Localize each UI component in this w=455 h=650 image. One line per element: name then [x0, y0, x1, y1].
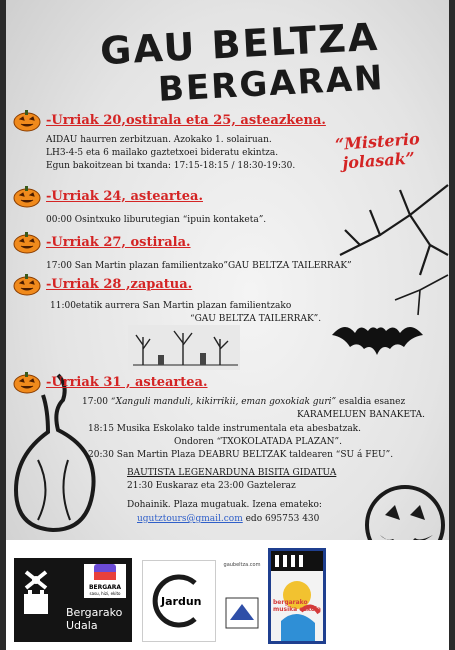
event-5-line-1 — [82, 396, 405, 409]
musika-eskola-logo — [268, 548, 326, 644]
moon-illustration — [6, 0, 96, 90]
bergara-b-icon — [94, 564, 116, 580]
pumpkin-icon — [12, 108, 42, 132]
event-3-heading: -Urriak 27, ostirala. — [46, 234, 191, 250]
frame-right — [449, 0, 455, 650]
email-link[interactable]: ugutztours@gmail.com — [137, 514, 243, 524]
udala-line-2: Udala — [66, 619, 98, 632]
event-2-heading: -Urriak 24, asteartea. — [46, 188, 203, 204]
gaubeltza-label: gaubeltza.com — [223, 562, 261, 568]
bergara-label: BERGARA — [88, 584, 122, 591]
event-5-time: 17:00 — [82, 397, 108, 407]
event-2 — [12, 184, 266, 227]
event-2-line-1: 00:00 Osintxuko liburutegian “ipuin kontaketa”. — [46, 215, 267, 225]
bergara-brand-logo — [84, 564, 126, 598]
udala-line-1: Bergarako — [66, 606, 123, 619]
event-5-line-8: Dohainik. Plaza mugatuak. Izena emateko: — [127, 500, 322, 510]
bat-icon — [330, 315, 425, 365]
event-5-line-2: KARAMELUEN BANAKETA. — [297, 410, 425, 420]
event-4-heading: -Urriak 28 ,zapatua. — [46, 276, 193, 292]
event-1-line-2: LH3-4-5 eta 6 mailako gaztetxoei bideratu ekintza. — [46, 148, 279, 158]
event-5 — [12, 370, 208, 394]
event-5-line-3: 18:15 Musika Eskolako talde instrumentala eta abesbatzak. — [88, 424, 361, 434]
gaubeltza-logo — [220, 562, 264, 640]
event-4-line-2: “GAU BELTZA TAILERRAK”. — [190, 314, 322, 324]
event-4 — [12, 272, 321, 326]
misterio-jolasak-badge — [317, 128, 439, 174]
event-1-line-3: Egun bakoitzean bi txanda: 17:15-18:15 / 18:30-19:30. — [46, 161, 296, 171]
event-5-phrase: “Xanguli manduli, kikirrikii, eman goxokiak guri” — [110, 397, 337, 407]
pumpkin-icon — [12, 272, 42, 296]
title-line-1: GAU BELTZA — [99, 14, 381, 74]
event-5-line-4: Ondoren “TXOKOLATADA PLAZAN”. — [174, 437, 342, 447]
badge-line-1: “Misterio — [334, 129, 421, 154]
badge-line-2: jolasak” — [341, 148, 416, 173]
event-1-heading: -Urriak 20,ostirala eta 25, asteazkena. — [46, 112, 326, 128]
musika-graphic-icon — [271, 551, 323, 641]
jardun-logo — [142, 560, 216, 642]
event-5-phrase-rest: esaldia esanez — [339, 397, 406, 407]
event-5-line-7: 21:30 Euskaraz eta 23:00 Gazteleraz — [127, 481, 296, 491]
event-5-line-9 — [137, 513, 319, 526]
event-4-line-1: 11:00etatik aurrera San Martin plazan familientzako — [50, 301, 292, 311]
pumpkin-icon — [12, 370, 42, 394]
graveyard-illustration — [128, 325, 240, 370]
bergara-sub: sasu, hizi, ekito — [89, 591, 121, 596]
musika-label: bergarako musika eskola — [273, 599, 321, 613]
event-5-line-5: 20:30 San Martin Plaza DEABRU BELTZAK taldearen “SU á FEU”. — [88, 450, 394, 460]
bergarako-udala-logo — [14, 558, 132, 642]
event-5-line-6: BAUTISTA LEGENARDUNA BISITA GIDATUA — [127, 468, 337, 478]
event-5-heading: -Urriak 31 , asteartea. — [46, 374, 208, 390]
pumpkin-icon — [12, 230, 42, 254]
event-1-line-1: AIDAU haurren zerbitzuan. Azokako 1. solairuan. — [46, 135, 272, 145]
event-3 — [12, 230, 352, 273]
event-1 — [12, 108, 326, 173]
pumpkin-icon — [12, 184, 42, 208]
event-3-line-1: 17:00 San Martin plazan familientzako”GAU BELTZA TAILERRAK” — [46, 261, 352, 271]
sponsor-logos — [6, 540, 449, 650]
gaubeltza-emblem-icon — [222, 594, 262, 634]
title-line-2: BERGARAN — [157, 58, 386, 110]
phone-text: edo 695753 430 — [242, 514, 320, 524]
jardun-label: Jardun — [161, 595, 202, 608]
